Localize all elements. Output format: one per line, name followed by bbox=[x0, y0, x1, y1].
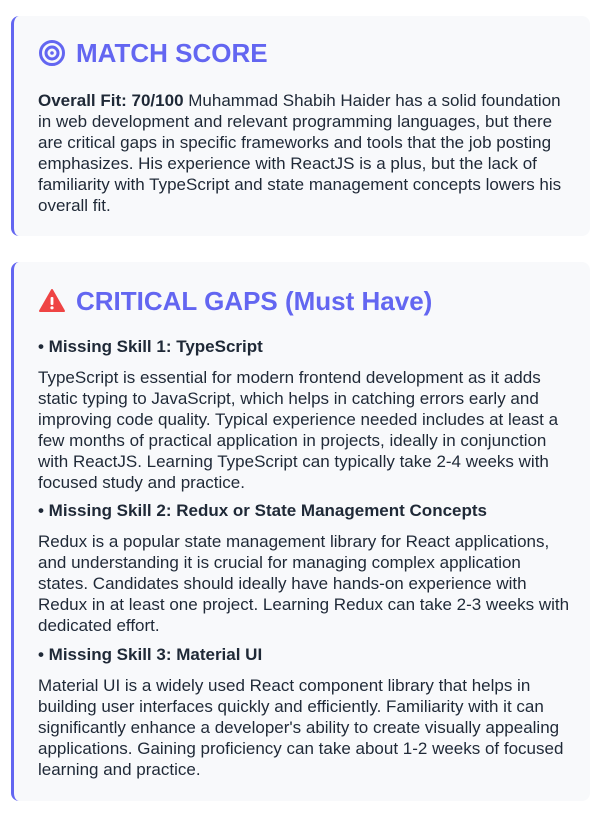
missing-skill-description: TypeScript is essential for modern frontend development as it adds static typing to JavaScript, which helps in catching errors early and improving code quality. Typical experience needed includes at least a few months of practical application in projects, ideally in conjunction with ReactJS. Learning TypeScript can typically take 2-4 weeks with focused study and practice. bbox=[38, 368, 559, 492]
match-score-heading bbox=[38, 38, 268, 68]
overall-fit-label: Overall Fit: 70/100 bbox=[38, 91, 184, 110]
match-score-card bbox=[11, 16, 590, 236]
target-icon bbox=[38, 39, 66, 67]
overall-fit-text: Muhammad Shabih Haider has a solid foundation in web development and relevant programming languages, but there are critical gaps in specific frameworks and tools that the job posting emphasizes. His experience with ReactJS is a plus, but the lack of familiarity with TypeScript and state management concepts lowers his overall fit. bbox=[38, 91, 562, 215]
critical-gaps-card bbox=[11, 262, 590, 801]
missing-skill-title: • Missing Skill 1: TypeScript bbox=[38, 337, 263, 356]
critical-gaps-title: CRITICAL GAPS (Must Have) bbox=[76, 286, 433, 316]
match-score-title: MATCH SCORE bbox=[76, 38, 268, 68]
missing-skill-description: Redux is a popular state management library for React applications, and understanding it is crucial for managing complex application states. Candidates should ideally have hands-on experience with Redux in at least one project. Learning Redux can take 2-3 weeks with dedicated effort. bbox=[38, 532, 570, 635]
missing-skill-title: • Missing Skill 3: Material UI bbox=[38, 645, 263, 664]
warning-icon bbox=[38, 287, 66, 315]
missing-skill-description: Material UI is a widely used React component library that helps in building user interfaces quickly and efficiently. Familiarity with it can significantly enhance a developer's ability to create visually appealing applications. Gaining proficiency can take about 1-2 weeks of focused learning and practice. bbox=[38, 676, 564, 779]
match-score-summary bbox=[38, 90, 570, 216]
missing-skill-title: • Missing Skill 2: Redux or State Management Concepts bbox=[38, 501, 487, 520]
critical-gaps-heading bbox=[38, 286, 432, 316]
